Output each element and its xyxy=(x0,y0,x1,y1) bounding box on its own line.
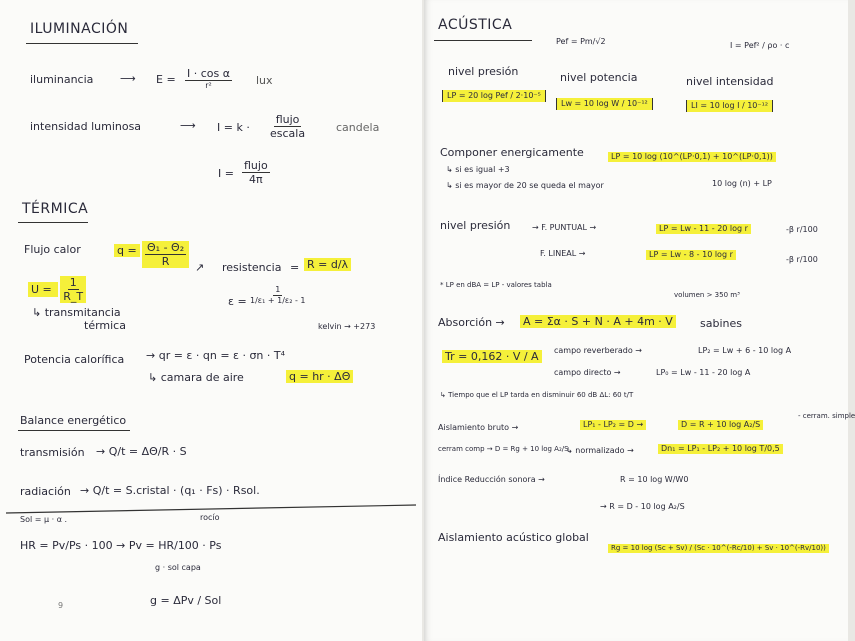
campo-reverberado-formula: LP₂ = Lw + 6 - 10 log A xyxy=(698,346,792,355)
global-formula: Rg = 10 log (Sc + Sv) / (Sc · 10^(-Rc/10) + Sv · 10^(-Rv/10)) xyxy=(608,544,829,553)
camara-label: ↳ camara de aire xyxy=(148,371,244,384)
u-formula-lhs: U = xyxy=(28,282,58,297)
flujo-calor-den: R xyxy=(161,255,170,268)
aislamiento-bruto-formula-2: D = R + 10 log A₂/S xyxy=(678,420,763,430)
termica-title: TÉRMICA xyxy=(22,201,89,217)
componer-note-1: ↳ si es igual +3 xyxy=(446,165,510,174)
lineal-extra: -β r/100 xyxy=(786,255,818,264)
hr-formula: HR = Pv/Ps · 100 → Pv = HR/100 · Ps xyxy=(20,539,222,552)
iluminancia-label: iluminancia xyxy=(30,73,94,86)
title-underline xyxy=(26,43,138,44)
intensidad-den: escala xyxy=(270,127,306,140)
resistencia-formula: R = d/λ xyxy=(304,258,351,271)
page-number: 9 xyxy=(58,601,64,610)
iluminancia-fraction xyxy=(183,68,234,90)
radiacion-label: radiación xyxy=(20,485,71,498)
intensidad-formula: I = k · xyxy=(217,121,250,134)
dba-note: * LP en dBA = LP - valores tabla xyxy=(440,281,552,289)
potencia-formula: → qr = ε · qn = ε · σn · T⁴ xyxy=(146,349,286,362)
g-sol-capa: g · sol capa xyxy=(155,563,201,572)
nivel-presion-formula: LP = 20 log Pef / 2·10⁻⁵ xyxy=(442,90,546,102)
absorcion-unit: sabines xyxy=(700,317,742,330)
puntual-formula: LP = Lw - 11 - 20 log r xyxy=(656,224,751,234)
iluminacion-title: ILUMINACIÓN xyxy=(30,21,129,37)
lineal-label: F. LINEAL → xyxy=(540,249,586,258)
componer-note-2: ↳ si es mayor de 20 se queda el mayor xyxy=(446,181,604,190)
componer-label: Componer energicamente xyxy=(440,146,584,159)
global-label: Aislamiento acústico global xyxy=(438,531,589,544)
nivel-potencia-formula: Lw = 10 log W / 10⁻¹² xyxy=(556,98,653,110)
nivel-presion-label: nivel presión xyxy=(448,65,519,78)
equals-sign: = xyxy=(290,261,300,274)
componer-note-3: 10 log (n) + LP xyxy=(712,179,772,188)
absorcion-label: Absorción → xyxy=(438,316,505,329)
indice-formula-1: R = 10 log W/W0 xyxy=(620,475,689,484)
indice-formula-2: → R = D - 10 log A₂/S xyxy=(600,502,685,511)
u-formula xyxy=(28,276,88,303)
epsilon-den: 1/ε₁ + 1/ε₂ - 1 xyxy=(250,296,306,305)
flujo-calor-label: Flujo calor xyxy=(24,243,81,256)
cerram-comp-note: cerram comp → D = Rg + 10 log A₂/S xyxy=(438,445,569,453)
volumen-note: volumen > 350 m³ xyxy=(674,291,740,299)
transmitancia-label: ↳ transmitancia xyxy=(32,306,121,319)
puntual-extra: -β r/100 xyxy=(786,225,818,234)
iluminancia-den: r² xyxy=(205,81,212,90)
u-den: R_T xyxy=(63,290,84,303)
epsilon-formula: ε = xyxy=(228,295,247,308)
pef-note: Pef = Pm/√2 xyxy=(556,37,606,46)
componer-formula: LP = 10 log (10^(LP·0,1) + 10^(LP·0,1)) xyxy=(608,152,776,162)
resistencia-label: resistencia xyxy=(222,261,282,274)
arrow-icon: ↗ xyxy=(195,261,205,274)
epsilon-fraction xyxy=(248,286,307,305)
flujo-num: flujo xyxy=(244,159,268,172)
title-underline xyxy=(434,40,532,41)
rocio-label: rocío xyxy=(200,513,220,522)
potencia-label: Potencia calorífica xyxy=(24,353,125,366)
aislamiento-bruto-formula-1: LP₁ - LP₂ = D → xyxy=(580,420,646,430)
nivel-presion-2-label: nivel presión xyxy=(440,219,511,232)
nivel-intensidad-label: nivel intensidad xyxy=(686,75,774,88)
absorcion-formula: A = Σα · S + N · A + 4m · V xyxy=(520,315,676,328)
camara-formula: q = hr · ΔΘ xyxy=(286,370,353,383)
campo-directo-formula: LP₀ = Lw - 11 - 20 log A xyxy=(656,368,751,377)
acustica-title: ACÚSTICA xyxy=(438,17,513,33)
flujo-calor-num: Θ₁ - Θ₂ xyxy=(147,241,185,254)
tr-formula: Tr = 0,162 · V / A xyxy=(442,350,542,363)
flujo-formula: I = xyxy=(218,167,234,180)
flujo-calor-fraction xyxy=(140,241,191,268)
flujo-calor-formula: q = xyxy=(114,244,140,257)
nivel-intensidad-formula: LI = 10 log I / 10⁻¹² xyxy=(686,100,773,112)
lineal-formula: LP = Lw - 8 - 10 log r xyxy=(646,250,736,260)
title-underline xyxy=(18,430,130,431)
tiempo-note: ↳ Tiempo que el LP tarda en disminuir 60 dB ΔL: 60 t/T xyxy=(440,391,634,399)
iluminancia-unit: lux xyxy=(256,74,273,87)
transmision-label: transmisión xyxy=(20,446,85,459)
intensidad-num: flujo xyxy=(275,113,300,126)
normalizado-formula: Dn₁ = LP₁ - LP₂ + 10 log T/0,5 xyxy=(658,444,783,454)
left-notebook-page xyxy=(0,0,422,641)
transmision-formula: → Q/t = ΔΘ/R · S xyxy=(96,445,187,458)
sol-formula: Sol = μ · α . xyxy=(20,515,68,524)
intensidad-fraction xyxy=(268,114,307,139)
intensidad-unit: candela xyxy=(336,121,380,134)
radiacion-formula: → Q/t = S.cristal · (q₁ · Fs) · Rsol. xyxy=(80,484,260,497)
g-formula: g = ΔPv / Sol xyxy=(150,594,222,607)
nivel-potencia-label: nivel potencia xyxy=(560,71,638,84)
iluminancia-num: I · cos α xyxy=(187,67,230,80)
campo-reverberado-label: campo reverberado → xyxy=(554,346,642,355)
normalizado-label: ↳ normalizado → xyxy=(566,446,634,455)
right-notebook-page xyxy=(424,0,855,641)
flujo-fraction xyxy=(240,160,272,185)
transmitancia-label-2: térmica xyxy=(84,319,126,332)
cerramiento-note: - cerram. simple xyxy=(798,412,855,420)
epsilon-num: 1 xyxy=(275,285,281,294)
puntual-label: → F. PUNTUAL → xyxy=(532,223,597,232)
campo-directo-label: campo directo → xyxy=(554,368,621,377)
kelvin-label: kelvin → +273 xyxy=(318,322,376,331)
i-note: I = Pef² / ρo · c xyxy=(730,41,790,50)
balance-title: Balance energético xyxy=(20,414,127,427)
u-num: 1 xyxy=(69,276,77,289)
arrow-icon: ⟶ xyxy=(180,119,196,132)
flujo-den: 4π xyxy=(249,173,263,186)
arrow-icon: ⟶ xyxy=(120,72,136,85)
indice-label: Índice Reducción sonora → xyxy=(438,475,545,484)
title-underline xyxy=(18,222,88,223)
intensidad-label: intensidad luminosa xyxy=(30,120,142,133)
aislamiento-bruto-label: Aislamiento bruto → xyxy=(438,423,519,432)
iluminancia-formula: E = xyxy=(156,73,176,86)
